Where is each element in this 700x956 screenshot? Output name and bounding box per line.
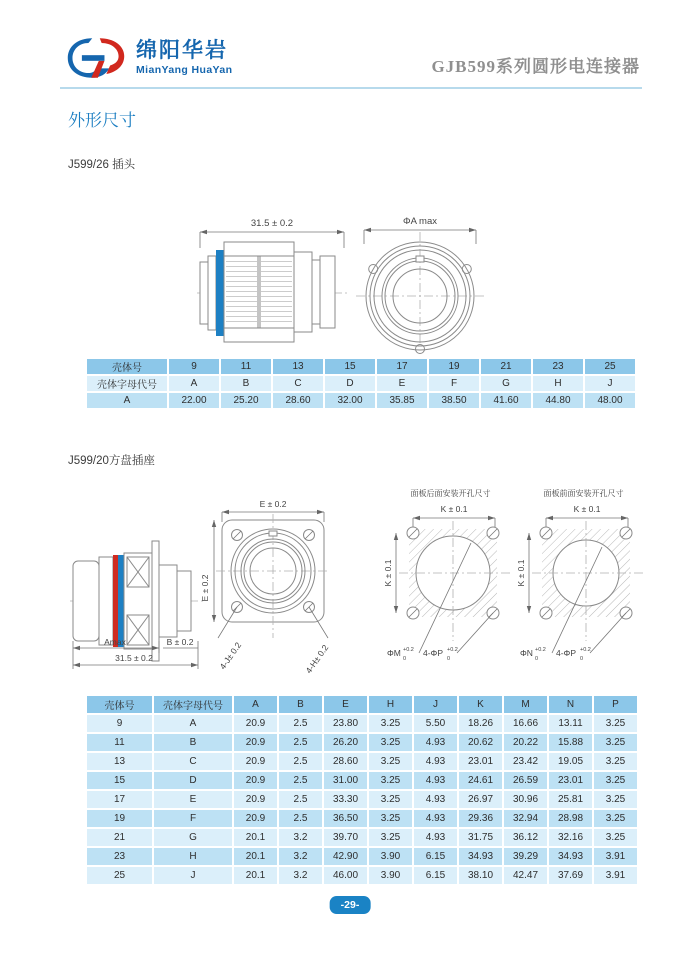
dim-amax: Amax: [104, 637, 126, 647]
page-number-badge: -29-: [330, 896, 371, 914]
table-cell: 13.11: [549, 715, 592, 732]
column-header: B: [279, 696, 322, 713]
dim-receptacle-length: 31.5 ± 0.2: [115, 653, 153, 663]
table-cell: D: [325, 376, 375, 391]
table-cell: 25.20: [221, 393, 271, 408]
table-cell: 3.25: [594, 734, 637, 751]
table-cell: 2.5: [279, 734, 322, 751]
table-cell: 2.5: [279, 753, 322, 770]
table-cell: 38.50: [429, 393, 479, 408]
table-cell: 6.15: [414, 848, 457, 865]
panel-rear-label: 面板后面安装开孔尺寸: [410, 489, 491, 498]
table-cell: 41.60: [481, 393, 531, 408]
table-cell: 24.61: [459, 772, 502, 789]
table-cell: 34.93: [459, 848, 502, 865]
column-header: P: [594, 696, 637, 713]
table-row: [87, 867, 637, 884]
table-header-row: [87, 696, 637, 713]
svg-text:0: 0: [535, 656, 539, 662]
subsection-plug-title: J599/26 插头: [68, 159, 136, 171]
table-cell: 3.25: [594, 810, 637, 827]
table-cell: 3.91: [594, 867, 637, 884]
table-row: [87, 734, 637, 751]
table-cell: 3.25: [369, 829, 412, 846]
table-cell: 3.25: [369, 791, 412, 808]
table-cell: 32.94: [504, 810, 547, 827]
dim-k-top: K ± 0.1: [573, 504, 601, 514]
column-header: K: [459, 696, 502, 713]
svg-text:+0.2: +0.2: [535, 647, 546, 653]
table-cell: 4.93: [414, 791, 457, 808]
table-row: [87, 791, 637, 808]
table-cell: 3.2: [279, 867, 322, 884]
table-cell: 33.30: [324, 791, 367, 808]
table-cell: 3.25: [369, 734, 412, 751]
red-band: [113, 555, 118, 647]
table-cell: E: [154, 791, 232, 808]
table-cell: 20.9: [234, 734, 277, 751]
table-cell: B: [221, 376, 271, 391]
table-cell: 34.93: [549, 848, 592, 865]
panel-front-cutout-drawing: [516, 503, 651, 671]
table-cell: A: [154, 715, 232, 732]
table-cell: 28.98: [549, 810, 592, 827]
table-cell: 20.9: [234, 791, 277, 808]
header-divider: [60, 87, 642, 89]
table-cell: F: [429, 376, 479, 391]
table-cell: A: [169, 376, 219, 391]
mounting-flange: [152, 541, 159, 661]
table-cell: 37.69: [549, 867, 592, 884]
dim-phi-n: ΦN: [520, 648, 533, 658]
table-cell: 26.97: [459, 791, 502, 808]
table-cell: 20.9: [234, 810, 277, 827]
receptacle-side-view-drawing: [70, 527, 205, 674]
table-cell: 3.25: [594, 772, 637, 789]
table-cell: 19: [87, 810, 152, 827]
table-cell: F: [154, 810, 232, 827]
table-cell: 19: [429, 359, 479, 374]
table-cell: 4.93: [414, 753, 457, 770]
table-cell: 20.1: [234, 829, 277, 846]
table-cell: 壳体号: [87, 359, 167, 374]
table-cell: 19.05: [549, 753, 592, 770]
table-cell: 42.90: [324, 848, 367, 865]
dim-k-top: K ± 0.1: [440, 504, 468, 514]
table-cell: 29.36: [459, 810, 502, 827]
table-cell: 20.9: [234, 753, 277, 770]
table-cell: 20.9: [234, 715, 277, 732]
table-cell: 15: [87, 772, 152, 789]
table-cell: J: [154, 867, 232, 884]
dimensions-table: [85, 694, 639, 886]
table-cell: 23.42: [504, 753, 547, 770]
table-cell: 15: [325, 359, 375, 374]
table-cell: 18.26: [459, 715, 502, 732]
table-cell: 21: [87, 829, 152, 846]
dim-phi-m: ΦM: [387, 648, 401, 658]
table-row: [87, 829, 637, 846]
table-cell: 23.80: [324, 715, 367, 732]
table-cell: 3.25: [594, 715, 637, 732]
column-header: A: [234, 696, 277, 713]
table-cell: 20.22: [504, 734, 547, 751]
table-cell: 2.5: [279, 810, 322, 827]
table-cell: 26.59: [504, 772, 547, 789]
table-row: [87, 715, 637, 732]
table-cell: 13: [273, 359, 323, 374]
table-cell: 46.00: [324, 867, 367, 884]
table-cell: 2.5: [279, 715, 322, 732]
blue-band: [118, 555, 124, 647]
table-cell: 32.00: [325, 393, 375, 408]
company-logo-icon: [64, 33, 128, 83]
svg-text:+0.2: +0.2: [580, 647, 591, 653]
table-cell: 17: [87, 791, 152, 808]
table-cell: 36.50: [324, 810, 367, 827]
table-cell: 25.81: [549, 791, 592, 808]
table-cell: 25: [585, 359, 635, 374]
table-row: [87, 772, 637, 789]
table-cell: 3.2: [279, 829, 322, 846]
table-cell: 3.25: [369, 753, 412, 770]
svg-text:0: 0: [447, 656, 451, 662]
table-cell: J: [585, 376, 635, 391]
column-header: H: [369, 696, 412, 713]
table-cell: 44.80: [533, 393, 583, 408]
table-cell: B: [154, 734, 232, 751]
table-cell: 28.60: [273, 393, 323, 408]
table-cell: 26.20: [324, 734, 367, 751]
table-cell: 22.00: [169, 393, 219, 408]
table-cell: 2.5: [279, 791, 322, 808]
table-cell: D: [154, 772, 232, 789]
table-cell: 3.2: [279, 848, 322, 865]
column-header: J: [414, 696, 457, 713]
table-cell: 11: [221, 359, 271, 374]
table-cell: 20.9: [234, 772, 277, 789]
table-row: [87, 376, 635, 391]
dim-4h: 4-H± 0.2: [303, 642, 331, 676]
table-cell: 31.75: [459, 829, 502, 846]
dim-plug-diameter: ΦA max: [403, 216, 437, 227]
table-cell: 11: [87, 734, 152, 751]
table-cell: 28.60: [324, 753, 367, 770]
table-cell: 9: [87, 715, 152, 732]
panel-front-label: 面板前面安装开孔尺寸: [543, 489, 624, 498]
table-cell: 23.01: [549, 772, 592, 789]
table-cell: 39.29: [504, 848, 547, 865]
table-cell: 3.90: [369, 867, 412, 884]
table-row: [87, 810, 637, 827]
column-header: 壳体号: [87, 696, 152, 713]
table-cell: 20.1: [234, 848, 277, 865]
table-cell: 3.25: [369, 715, 412, 732]
table-cell: H: [533, 376, 583, 391]
table-cell: 31.00: [324, 772, 367, 789]
thread-section: [177, 571, 191, 631]
column-header: E: [324, 696, 367, 713]
table-cell: 20.62: [459, 734, 502, 751]
table-cell: G: [154, 829, 232, 846]
table-cell: 3.90: [369, 848, 412, 865]
table-cell: 21: [481, 359, 531, 374]
table-cell: 2.5: [279, 772, 322, 789]
table-cell: 3.91: [594, 848, 637, 865]
dim-4p: 4-ΦP: [556, 648, 577, 658]
table-cell: 32.16: [549, 829, 592, 846]
table-cell: 48.00: [585, 393, 635, 408]
dim-k-side: K ± 0.1: [383, 559, 393, 587]
dim-plug-length: 31.5 ± 0.2: [250, 218, 294, 229]
table-cell: 3.25: [369, 772, 412, 789]
svg-text:0: 0: [403, 656, 407, 662]
table-cell: 9: [169, 359, 219, 374]
table-cell: 3.25: [594, 753, 637, 770]
table-cell: 30.96: [504, 791, 547, 808]
svg-text:+0.2: +0.2: [403, 647, 414, 653]
table-row: [87, 848, 637, 865]
table-cell: 35.85: [377, 393, 427, 408]
dim-b: B ± 0.2: [166, 637, 194, 647]
table-cell: A: [87, 393, 167, 408]
table-cell: C: [154, 753, 232, 770]
table-cell: 3.25: [369, 810, 412, 827]
table-cell: H: [154, 848, 232, 865]
dim-4j: 4-J± 0.2: [217, 640, 244, 672]
column-header: N: [549, 696, 592, 713]
panel-rear-cutout-drawing: [383, 503, 518, 671]
table-cell: 16.66: [504, 715, 547, 732]
header: [64, 33, 232, 83]
table-row: [87, 393, 635, 408]
table-cell: 42.47: [504, 867, 547, 884]
column-header: 壳体字母代号: [154, 696, 232, 713]
section-title: 外形尺寸: [68, 111, 136, 130]
table-cell: 25: [87, 867, 152, 884]
table-cell: 13: [87, 753, 152, 770]
table-cell: 4.93: [414, 772, 457, 789]
logo-text-cn: 绵阳华岩: [136, 39, 228, 63]
dim-4p: 4-ΦP: [423, 648, 444, 658]
table-cell: 23.01: [459, 753, 502, 770]
column-header: M: [504, 696, 547, 713]
table-cell: 6.15: [414, 867, 457, 884]
dim-e-top: E ± 0.2: [259, 499, 287, 509]
table-cell: 4.93: [414, 810, 457, 827]
receptacle-front-view-drawing: [200, 498, 340, 678]
table-cell: 17: [377, 359, 427, 374]
table-cell: 23: [533, 359, 583, 374]
table-cell: 3.25: [594, 829, 637, 846]
table-row: [87, 359, 635, 374]
doc-title: GJB599系列圆形电连接器: [431, 57, 640, 76]
table-cell: 5.50: [414, 715, 457, 732]
table-cell: 4.93: [414, 734, 457, 751]
plug-side-view-drawing: [197, 216, 347, 350]
table-cell: 20.1: [234, 867, 277, 884]
table-row: [87, 753, 637, 770]
logo-text-en: MianYang HuaYan: [136, 64, 233, 77]
dim-k-side: K ± 0.1: [516, 559, 526, 587]
table-cell: 4.93: [414, 829, 457, 846]
dim-e-side: E ± 0.2: [200, 574, 210, 602]
shell-size-table: [85, 357, 637, 410]
table-cell: E: [377, 376, 427, 391]
plug-front-view-drawing: [350, 214, 490, 354]
table-cell: 38.10: [459, 867, 502, 884]
table-cell: C: [273, 376, 323, 391]
svg-text:+0.2: +0.2: [447, 647, 458, 653]
table-cell: 15.88: [549, 734, 592, 751]
table-cell: 39.70: [324, 829, 367, 846]
thread-section: [320, 256, 335, 328]
table-cell: 23: [87, 848, 152, 865]
blue-band: [216, 250, 224, 336]
table-cell: 36.12: [504, 829, 547, 846]
table-cell: 3.25: [594, 791, 637, 808]
svg-text:0: 0: [580, 656, 584, 662]
table-cell: G: [481, 376, 531, 391]
table-cell: 壳体字母代号: [87, 376, 167, 391]
subsection-receptacle-title: J599/20方盘插座: [68, 455, 155, 467]
